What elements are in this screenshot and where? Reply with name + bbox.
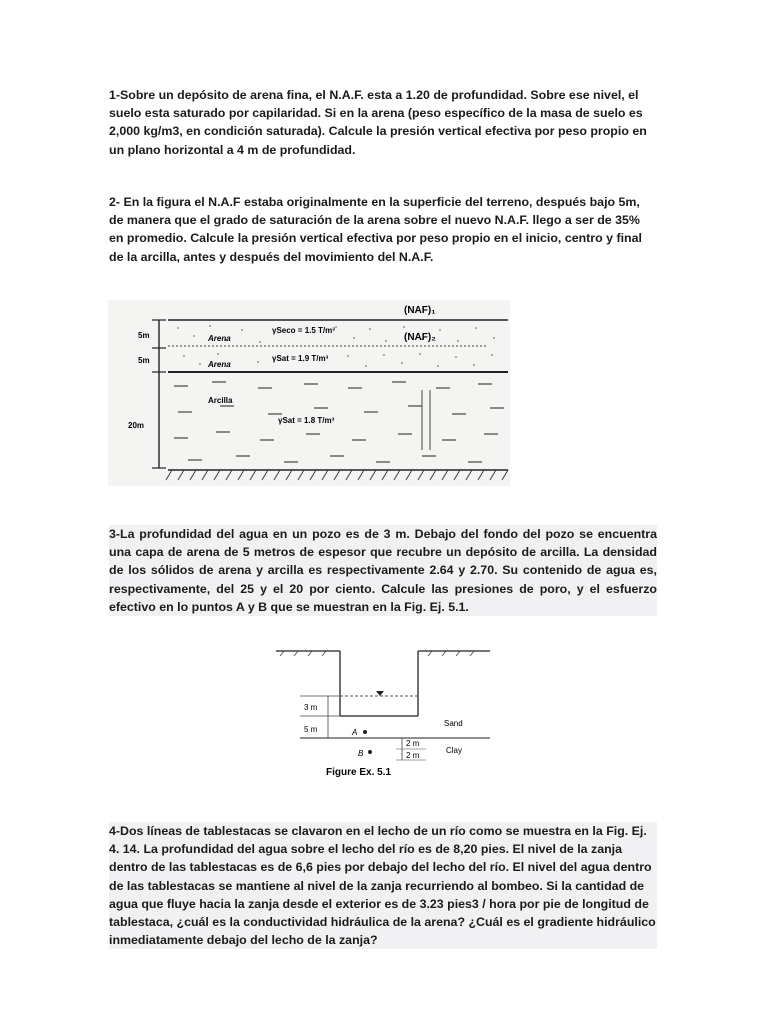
layer1-prop: γSeco = 1.5 T/m³ <box>272 326 335 335</box>
naf2-label: (NAF)₂ <box>404 332 436 343</box>
point-b-dot <box>368 750 372 754</box>
soil-profile-drawing <box>108 300 510 486</box>
dim-a-label: 2 m <box>406 739 420 748</box>
problem-4-text: 4-Dos líneas de tablestacas se clavaron en el lecho de un río como se muestra en la Fig. Ej. 4. 14. La profundidad del agua sobre el lecho del río es de 8,20 pies. El nivel de la zanja dentro de las tablestacas es de 6,6 pies por debajo del lecho del río. El nivel del agua dentro de las tablestacas se mantiene al nivel de la zanja recurriendo al bombeo. Si la cantidad de agua que fluye hacia la zanja desde el exterior es de 3.23 pies3 / hora por pie de longitud de tablestaca, ¿cuál es la conductividad hidráulica de la arena? ¿Cuál es el gradiente hidráulico inmediatamente debajo del lecho de la zanja? <box>109 822 657 949</box>
dim-b-label: 2 m <box>406 751 420 760</box>
well-drawing <box>276 640 492 780</box>
point-a-dot <box>363 730 367 734</box>
point-a-label: A <box>352 728 358 737</box>
point-b-label: B <box>358 749 364 758</box>
sand-depth-label: 5 m <box>304 725 318 734</box>
layer3-name: Arcilla <box>208 396 233 405</box>
layer1-name: Arena <box>208 334 231 343</box>
soil-profile-figure <box>108 300 510 486</box>
clay-label: Clay <box>446 746 463 755</box>
naf1-label: (NAF)₁ <box>404 305 436 316</box>
water-level-icon <box>376 691 384 696</box>
layer2-name: Arena <box>208 360 231 369</box>
problem-2-text: 2- En la figura el N.A.F estaba originalmente en la superficie del terreno, después bajo 5m, de manera que el grado de saturación de la arena sobre el nuevo N.A.F. llego a ser de 35% en promedio. Calcule la presión vertical efectiva por peso propio en el inicio, centro y final de la arcilla, antes y después del movimiento del N.A.F. <box>109 195 642 264</box>
water-depth-label: 3 m <box>304 703 318 712</box>
dim-label-2: 5m <box>138 356 150 365</box>
problem-1-text: 1-Sobre un depósito de arena fina, el N.A.F. esta a 1.20 de profundidad. Sobre ese nivel, el suelo esta saturado por capilaridad. Si en la arena (peso específico de la masa de suelo es 2,000 kg/m3, en condición saturada). Calcule la presión vertical efectiva por peso propio en un plano horizontal a 4 m de profundidad. <box>109 88 647 157</box>
ground-hatch <box>280 651 474 656</box>
problem-3-text: 3-La profundidad del agua en un pozo es de 3 m. Debajo del fondo del pozo se encuentra una capa de arena de 5 metros de espesor que recubre un depósito de arcilla. La densidad de los sólidos de arena y arcilla es respectivamente 2.64 y 2.70. Su contenido de agua es, respectivamente, del 25 y el 20 por ciento. Calcule las presiones de poro, y el esfuerzo efectivo en lo puntos A y B que se muestran en la Fig. Ej. 5.1. <box>109 525 657 616</box>
layer2-prop: γSat = 1.9 T/m³ <box>272 354 329 363</box>
layer3-prop: γSat = 1.8 T/m³ <box>278 416 335 425</box>
sand-label: Sand <box>444 719 463 728</box>
well-figure <box>276 640 492 780</box>
dim-label-3: 20m <box>128 421 145 430</box>
dim-label-1: 5m <box>138 331 150 340</box>
figure-caption: Figure Ex. 5.1 <box>326 767 392 778</box>
